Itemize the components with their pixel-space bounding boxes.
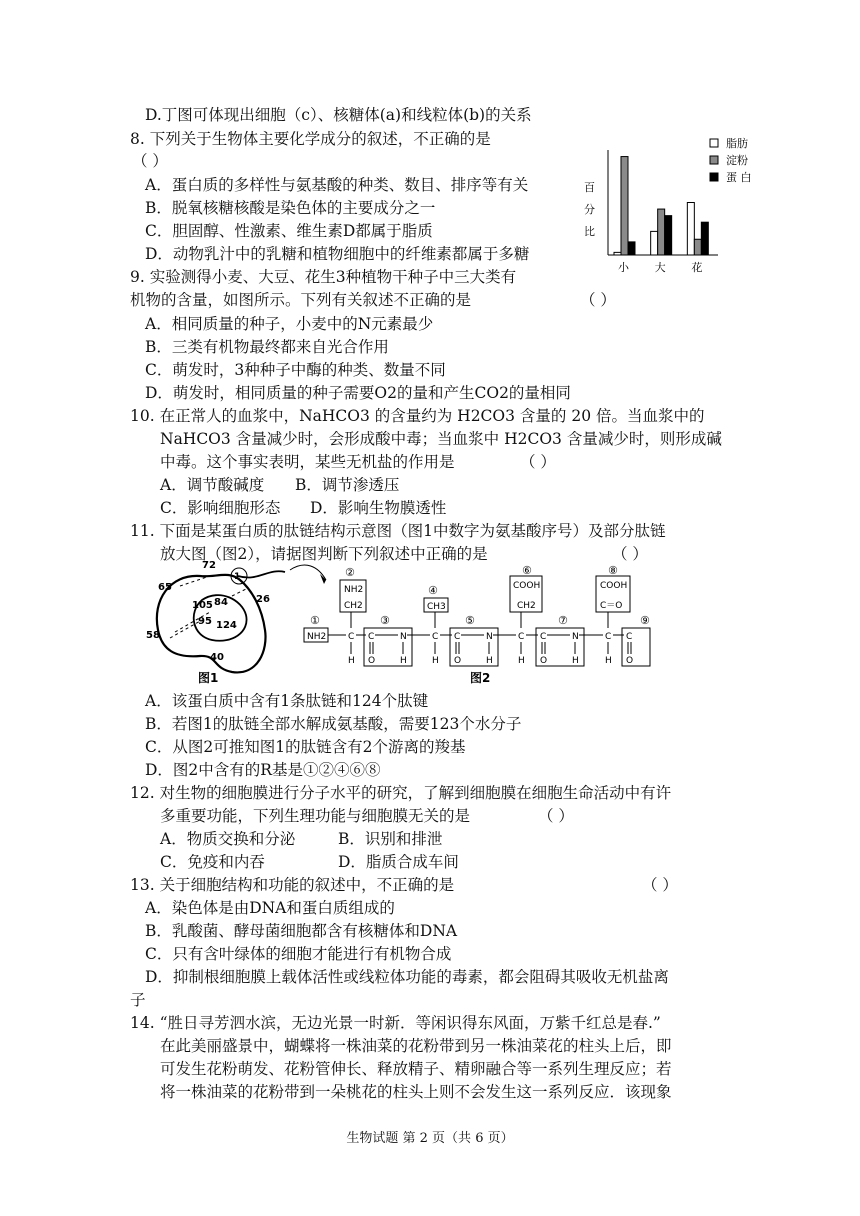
svg-text:④: ④ <box>428 584 438 597</box>
q10-answer-paren: （ ） <box>520 453 556 471</box>
q9-option-c: C．萌发时，3种种子中酶的种类、数量不同 <box>145 361 446 379</box>
svg-text:H: H <box>400 656 407 666</box>
svg-text:O: O <box>454 656 462 666</box>
q12-line2: 多重要功能，下列生理功能与细胞膜无关的是 <box>160 807 471 825</box>
q9-option-b: B．三类有机物最终都来自光合作用 <box>145 338 389 356</box>
svg-text:H: H <box>432 656 439 666</box>
q11-option-d: D．图2中含有的R基是①②④⑥⑧ <box>145 761 381 779</box>
svg-text:CH3: CH3 <box>427 602 446 612</box>
y-label-char-1: 分 <box>584 203 595 216</box>
bar-0-1 <box>621 157 628 255</box>
fig1-label-84: 84 <box>214 597 228 608</box>
svg-text:CH2: CH2 <box>344 601 363 611</box>
q12-option-d: D．脂质合成车间 <box>338 853 459 871</box>
fig1-label-124: 124 <box>216 620 237 631</box>
q11-line1: 11. 下面是某蛋白质的肽链结构示意图（图1中数字为氨基酸序号）及部分肽链 <box>130 522 666 540</box>
q13-stem: 13. 关于细胞结构和功能的叙述中，不正确的是 <box>130 876 455 894</box>
fig1-label-26: 26 <box>256 594 270 605</box>
q14-line2: 在此美丽盛景中，蝴蝶将一株油菜的花粉带到另一株油菜花的柱头上后，即 <box>160 1037 672 1055</box>
q9-option-d: D．萌发时，相同质量的种子需要O2的量和产生CO2的量相同 <box>145 384 571 402</box>
q9-answer-paren: （ ） <box>580 291 616 309</box>
svg-text:③: ③ <box>380 614 390 627</box>
q8-option-a: A．蛋白质的多样性与氨基酸的种类、数目、排序等有关 <box>145 176 529 194</box>
svg-text:COOH: COOH <box>513 581 541 591</box>
seed-composition-chart <box>578 133 768 283</box>
q8-answer-paren: （ ） <box>132 152 168 170</box>
svg-text:C＝O: C＝O <box>600 601 623 611</box>
fig1-label-40: 40 <box>210 652 224 663</box>
svg-text:C: C <box>626 632 633 642</box>
svg-text:C: C <box>540 632 547 642</box>
fig1-label-95: 95 <box>198 616 212 627</box>
legend-swatch-1 <box>710 156 718 164</box>
q11-option-c: C．从图2可推知图1的肽链含有2个游离的羧基 <box>145 738 466 756</box>
fig1-label-72: 72 <box>202 560 216 571</box>
q10-option-d: D．影响生物膜透性 <box>310 499 447 517</box>
svg-text:O: O <box>626 656 634 666</box>
bar-0-0 <box>614 252 621 255</box>
svg-text:C: C <box>432 632 439 642</box>
svg-text:COOH: COOH <box>600 581 628 591</box>
svg-text:H: H <box>572 656 579 666</box>
bar-0-2 <box>628 242 635 255</box>
svg-text:C: C <box>348 632 355 642</box>
legend-swatch-0 <box>710 139 718 147</box>
bar-1-1 <box>658 209 665 255</box>
figure1-caption: 图1 <box>198 671 219 685</box>
y-label-char-0: 百 <box>584 181 595 194</box>
q13-option-a: A．染色体是由DNA和蛋白质组成的 <box>145 899 395 917</box>
svg-text:⑦: ⑦ <box>558 614 568 627</box>
q9-stem-line1: 9. 实验测得小麦、大豆、花生3种植物干种子中三大类有 <box>130 268 517 286</box>
bar-2-2 <box>701 222 708 255</box>
legend-label-1: 淀粉 <box>726 154 748 167</box>
q10-line1: 10. 在正常人的血浆中，NaHCO3 的含量约为 H2CO3 含量的 20 倍。当血浆中的 <box>130 407 705 425</box>
figure2-peptide-structure <box>300 560 670 688</box>
q11-answer-paren: （ ） <box>612 545 648 563</box>
svg-text:H: H <box>486 656 493 666</box>
q8-stem: 8. 下列关于生物体主要化学成分的叙述，不正确的是 <box>130 130 491 148</box>
q12-option-b: B．识别和排泄 <box>338 830 443 848</box>
bar-2-0 <box>687 203 694 256</box>
q11-option-b: B．若图1的肽链全部水解成氨基酸，需要123个水分子 <box>145 715 522 733</box>
q9-stem-line2: 机物的含量，如图所示。下列有关叙述不正确的是 <box>130 291 472 309</box>
q10-option-a: A．调节酸碱度 <box>160 476 265 494</box>
q11-option-a: A．该蛋白质中含有1条肽链和124个肽键 <box>145 692 429 710</box>
x-tick-0: 小 <box>618 261 629 274</box>
q12-line1: 12. 对生物的细胞膜进行分子水平的研究，了解到细胞膜在细胞生命活动中有许 <box>130 784 672 802</box>
bar-2-1 <box>694 239 701 255</box>
q14-line4: 将一株油菜的花粉带到一朵桃花的柱头上则不会发生这一系列反应．该现象 <box>160 1083 672 1101</box>
fig1-label-105: 105 <box>192 600 213 611</box>
svg-text:①: ① <box>310 614 320 627</box>
legend-label-0: 脂肪 <box>726 137 748 150</box>
svg-text:N: N <box>572 632 579 642</box>
x-tick-1: 大 <box>654 261 666 274</box>
y-label-char-2: 比 <box>584 225 595 238</box>
q10-option-c: C．影响细胞形态 <box>160 499 281 517</box>
svg-text:C: C <box>518 632 525 642</box>
bar-1-2 <box>665 216 672 255</box>
svg-text:CH2: CH2 <box>517 601 536 611</box>
svg-text:N: N <box>486 632 493 642</box>
q10-option-b: B．调节渗透压 <box>295 476 400 494</box>
svg-text:N: N <box>400 632 407 642</box>
svg-text:H: H <box>518 656 525 666</box>
svg-text:⑨: ⑨ <box>640 614 650 627</box>
fig1-label-58: 58 <box>146 630 160 641</box>
q10-line3: 中毒。这个事实表明，某些无机盐的作用是 <box>160 453 455 471</box>
q13-option-c: C．只有含叶绿体的细胞才能进行有机物合成 <box>145 945 452 963</box>
q14-line3: 可发生花粉萌发、花粉管伸长、释放精子、精卵融合等一系列生理反应；若 <box>160 1060 672 1078</box>
q12-option-c: C．免疫和内吞 <box>160 853 265 871</box>
fig1-label-65: 65 <box>158 582 172 593</box>
q14-line1: 14. “胜日寻芳泗水滨，无边光景一时新．等闲识得东风面，万紫千红总是春.” <box>130 1014 661 1032</box>
svg-text:②: ② <box>345 566 355 579</box>
q13-option-d: D．抑制根细胞膜上载体活性或线粒体功能的毒素，都会阻碍其吸收无机盐离 <box>145 968 669 986</box>
svg-text:NH2: NH2 <box>344 585 364 595</box>
q12-option-a: A．物质交换和分泌 <box>160 830 296 848</box>
q7-option-d: D.丁图可体现出细胞（c）、核糖体(a)和线粒体(b)的关系 <box>145 106 532 124</box>
svg-text:⑧: ⑧ <box>608 564 618 577</box>
svg-text:⑥: ⑥ <box>522 564 532 577</box>
svg-text:O: O <box>368 656 376 666</box>
legend-swatch-2 <box>710 173 718 181</box>
svg-text:C: C <box>605 632 612 642</box>
page-footer: 生物试题 第 2 页（共 6 页） <box>346 1131 514 1146</box>
svg-text:H: H <box>605 656 612 666</box>
svg-text:O: O <box>540 656 548 666</box>
q10-line2: NaHCO3 含量减少时，会形成酸中毒；当血浆中 H2CO3 含量减少时，则形成碱 <box>160 430 722 448</box>
q13-option-b: B．乳酸菌、酵母菌细胞都含有核糖体和DNA <box>145 922 458 940</box>
svg-text:C: C <box>454 632 461 642</box>
svg-text:⑤: ⑤ <box>465 614 475 627</box>
svg-text:H: H <box>348 656 355 666</box>
q8-option-c: C．胆固醇、性激素、维生素D都属于脂质 <box>145 222 433 240</box>
svg-text:C: C <box>368 632 375 642</box>
q12-answer-paren: （ ） <box>538 807 574 825</box>
legend-label-2: 蛋 白 <box>726 171 752 184</box>
q8-option-b: B．脱氧核糖核酸是染色体的主要成分之一 <box>145 199 436 217</box>
bar-1-0 <box>651 231 658 255</box>
q11-line2: 放大图（图2），请据图判断下列叙述中正确的是 <box>160 545 488 563</box>
q13-answer-paren: （ ） <box>642 876 678 894</box>
figure2-caption: 图2 <box>470 671 491 685</box>
chart-legend <box>710 136 752 184</box>
q8-option-d: D．动物乳汁中的乳糖和植物细胞中的纤维素都属于多糖 <box>145 245 530 263</box>
q13-option-d-wrap: 子 <box>130 991 146 1009</box>
svg-text:NH2: NH2 <box>307 632 327 642</box>
fig1-label-1: 1 <box>234 572 241 582</box>
q9-option-a: A．相同质量的种子，小麦中的N元素最少 <box>145 315 434 333</box>
x-tick-2: 花 <box>691 261 703 274</box>
